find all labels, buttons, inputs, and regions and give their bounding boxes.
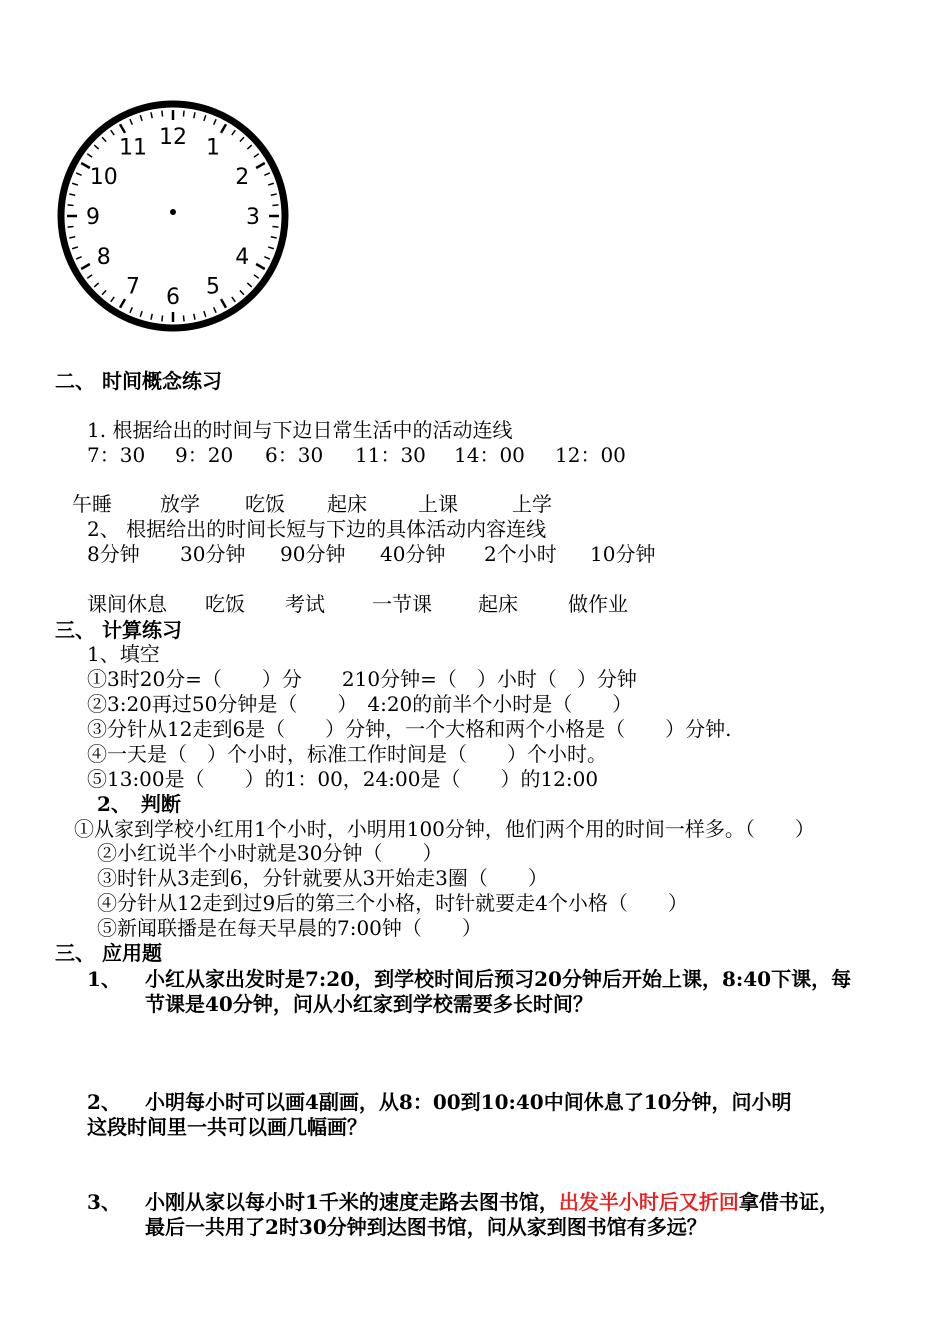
clock-minute-tick [240, 137, 244, 141]
clock-minute-tick [140, 115, 142, 121]
activity-item: 做作业 [568, 592, 628, 616]
clock-minute-tick [72, 183, 78, 185]
clock-minute-tick [162, 111, 163, 117]
clock-minute-tick [268, 183, 274, 185]
problem2-number: 2、 [87, 1090, 121, 1114]
clock-minute-tick [151, 112, 152, 118]
clock-minute-tick [76, 173, 81, 175]
time-item: 9：20 [175, 443, 234, 467]
problem3-line1 [145, 1189, 839, 1215]
clock-hour-tick [221, 124, 226, 133]
clock-minute-tick [68, 226, 74, 227]
activity-item: 吃饭 [205, 592, 245, 616]
clock-number: 12 [159, 125, 187, 150]
clock-hour-tick [81, 163, 90, 168]
clock-minute-tick [214, 307, 216, 312]
clock-hour-tick [256, 163, 265, 168]
clock-numbers [86, 125, 260, 310]
clock-minute-tick [264, 257, 269, 259]
clock-center-dot [170, 209, 176, 215]
clock-minute-tick [130, 307, 132, 312]
clock-minute-tick [194, 314, 195, 320]
clock-minute-tick [102, 137, 106, 141]
fill-title: 1、填空 [87, 642, 160, 666]
activity-item: 上课 [418, 492, 458, 516]
time-item: 12：00 [555, 443, 626, 467]
clock-minute-tick [72, 247, 78, 249]
clock-minute-tick [87, 275, 92, 279]
clock-minute-tick [204, 311, 206, 317]
problem3-highlight: 出发半小时后又折回 [558, 1190, 739, 1214]
clock-minute-tick [94, 283, 98, 287]
clock-hour-tick [221, 299, 226, 308]
judge-title-text: 2、 判断 [97, 792, 181, 816]
problem2-line2: 这段时间里一共可以画几幅画？ [87, 1115, 367, 1139]
clock-minute-tick [268, 247, 274, 249]
activity-item: 午睡 [72, 492, 112, 516]
clock-hour-tick [81, 264, 90, 269]
clock-number: 4 [235, 245, 250, 270]
clock-minute-tick [102, 290, 106, 294]
clock-hour-tick [256, 264, 265, 269]
clock-minute-tick [232, 297, 236, 302]
clock-minute-tick [68, 205, 74, 206]
clock-minute-tick [247, 283, 251, 287]
activity-item: 起床 [327, 492, 367, 516]
fill-item: ⑤13:00是（ ）的1：00，24:00是（ ）的12:00 [87, 767, 599, 791]
activity-item: 课间休息 [87, 592, 167, 616]
fill-item: ①3时20分=（ ）分 210分钟=（ ）小时（ ）分钟 [87, 667, 637, 691]
clock-minute-tick [272, 226, 278, 227]
time-item: 11：30 [355, 443, 426, 467]
clock-minute-tick [214, 119, 216, 124]
clock-minute-tick [264, 173, 269, 175]
clock-minute-tick [162, 315, 163, 321]
time-item: 14：00 [454, 443, 525, 467]
duration-item: 40分钟 [380, 542, 446, 566]
judge-item: ⑤新闻联播是在每天早晨的7:00钟（ ） [97, 916, 482, 940]
duration-item: 90分钟 [280, 542, 346, 566]
clock-minute-tick [183, 111, 184, 117]
clock-hour-tick [120, 124, 125, 133]
clock-minute-tick [272, 205, 278, 206]
clock-minute-tick [140, 311, 142, 317]
problem1-line1: 小红从家出发时是7:20，到学校时间后预习20分钟后开始上课，8:40下课，每 [145, 967, 852, 991]
clock-minute-tick [69, 237, 75, 238]
clock-minute-tick [254, 275, 259, 279]
clock-minute-tick [111, 130, 115, 135]
clock-number: 3 [246, 205, 260, 230]
problem1-line2: 节课是40分钟，问从小红家到学校需要多长时间？ [145, 992, 593, 1016]
section2-heading: 二、 时间概念练习 [55, 369, 222, 393]
clock-number: 9 [86, 205, 100, 230]
section4-heading: 三、 应用题 [55, 941, 162, 965]
clock-number: 8 [96, 245, 111, 270]
activity-item: 一节课 [372, 592, 432, 616]
problem2-line1: 小明每小时可以画4副画，从8：00到10:40中间休息了10分钟，问小明 [145, 1090, 792, 1114]
judge-item: ②小红说半个小时就是30分钟（ ） [97, 841, 443, 865]
clock-minute-tick [204, 115, 206, 121]
problem3-text-b: 拿借书证， [738, 1190, 839, 1214]
duration-item: 30分钟 [180, 542, 246, 566]
clock-minute-tick [69, 194, 75, 195]
clock-minute-tick [130, 119, 132, 124]
time-item: 7：30 [87, 443, 146, 467]
clock-minute-tick [254, 154, 259, 158]
section2-q2: 2、 根据给出的时间长短与下边的具体活动内容连线 [87, 517, 547, 541]
clock-hour-tick [120, 299, 125, 308]
clock-minute-tick [76, 257, 81, 259]
duration-item: 2个小时 [484, 542, 557, 566]
clock-minute-tick [247, 145, 251, 149]
clock-face [57, 100, 289, 332]
judge-item: ④分针从12走到过9后的第三个小格，时针就要走4个小格（ ） [97, 891, 688, 915]
fill-item: ③分针从12走到6是（ ）分钟，一个大格和两个小格是（ ）分钟. [87, 717, 732, 741]
clock-minute-tick [271, 194, 277, 195]
clock-minute-tick [94, 145, 98, 149]
activity-item: 考试 [285, 592, 325, 616]
time-item: 6：30 [265, 443, 324, 467]
clock-minute-tick [194, 112, 195, 118]
section3-heading: 三、 计算练习 [55, 618, 182, 642]
clock-minute-tick [151, 314, 152, 320]
problem3-number: 3、 [87, 1190, 121, 1214]
duration-item: 10分钟 [590, 542, 656, 566]
clock-number: 10 [89, 165, 118, 190]
activity-item: 起床 [478, 592, 518, 616]
clock-number: 7 [126, 274, 140, 300]
clock-number: 6 [166, 285, 180, 310]
clock-minute-tick [111, 297, 115, 302]
clock-minute-tick [240, 290, 244, 294]
fill-item: ④一天是（ ）个小时，标准工作时间是（ ）个小时。 [87, 742, 607, 766]
activity-item: 吃饭 [245, 492, 285, 516]
judge-title [97, 791, 181, 817]
clock-minute-tick [183, 315, 184, 321]
problem3-text-a: 小刚从家以每小时1千米的速度走路去图书馆， [145, 1190, 559, 1214]
fill-item: ②3:20再过50分钟是（ ） 4:20的前半个小时是（ ） [87, 692, 633, 716]
clock-number: 5 [206, 274, 220, 300]
clock-number: 1 [206, 135, 220, 161]
duration-item: 8分钟 [87, 542, 140, 566]
clock-minute-tick [271, 237, 277, 238]
problem3-line2: 最后一共用了2时30分钟到达图书馆，问从家到图书馆有多远？ [145, 1215, 707, 1239]
problem1-number: 1、 [87, 967, 121, 991]
activity-item: 上学 [512, 492, 552, 516]
clock-minute-tick [87, 154, 92, 158]
judge-item: ①从家到学校小红用1个小时，小明用100分钟，他们两个用的时间一样多。（ ） [74, 817, 815, 841]
section2-q1: 1. 根据给出的时间与下边日常生活中的活动连线 [87, 418, 513, 442]
judge-item: ③时针从3走到6，分针就要从3开始走3圈（ ） [97, 866, 548, 890]
activity-item: 放学 [160, 492, 200, 516]
clock-minute-tick [232, 130, 236, 135]
clock-number: 2 [235, 165, 250, 190]
clock-number: 11 [119, 135, 147, 161]
